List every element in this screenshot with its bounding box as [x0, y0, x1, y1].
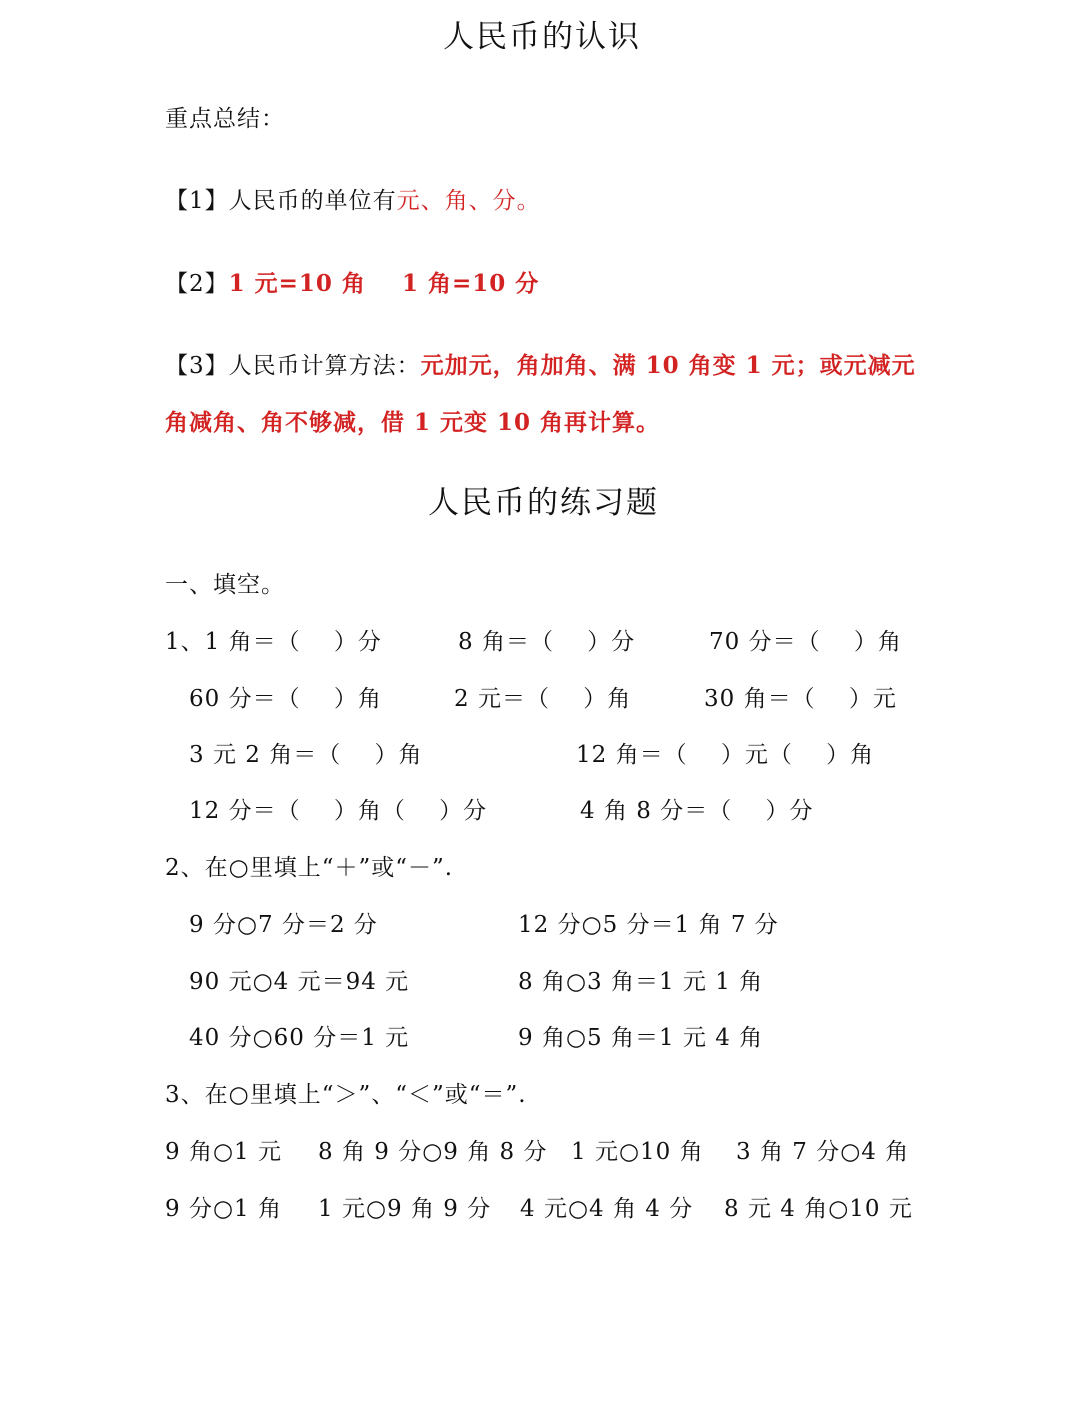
summary-point-3	[165, 354, 916, 378]
q3-row2-item3: 4 元○4 角 4 分	[520, 1196, 694, 1222]
point-3-emphasis-line1: 元加元，角加角、满 10 角变 1 元；或元减元	[420, 352, 916, 379]
q3-row2-item4: 8 元 4 角○10 元	[724, 1196, 913, 1222]
q3-row1-item4: 3 角 7 分○4 角	[736, 1139, 910, 1165]
q1-row3-item2: 12 角＝（ ）元（ ）角	[576, 742, 875, 768]
exercise-title: 人民币的练习题	[428, 485, 659, 521]
q1-row2-item2: 2 元＝（ ）角	[454, 686, 632, 712]
q1-row3-item1: 3 元 2 角＝（ ）角	[189, 742, 423, 768]
q2-prompt: 2、在○里填上“＋”或“－”.	[165, 855, 454, 881]
summary-heading: 重点总结：	[165, 106, 285, 132]
q3-row1-item3: 1 元○10 角	[571, 1139, 704, 1165]
q2-row2-item2: 8 角○3 角＝1 元 1 角	[518, 969, 764, 995]
q3-row1-item1: 9 角○1 元	[165, 1139, 282, 1165]
point-1-text: 【1】人民币的单位有	[165, 188, 397, 214]
section-1-heading: 一、填空。	[165, 572, 285, 598]
q1-row1-item3: 70 分＝（ ）角	[709, 629, 902, 655]
q1-row2-item3: 30 角＝（ ）元	[704, 686, 897, 712]
point-2-text: 【2】	[165, 271, 229, 297]
q2-row3-item1: 40 分○60 分＝1 元	[189, 1025, 410, 1051]
point-3-emphasis-line2: 角减角、角不够减，借 1 元变 10 角再计算。	[165, 409, 661, 436]
q1-row4-item1: 12 分＝（ ）角（ ）分	[189, 798, 488, 824]
q3-row2-item1: 9 分○1 角	[165, 1196, 282, 1222]
point-2-emphasis: 1 元=10 角 1 角=10 分	[228, 270, 540, 297]
point-3-text: 【3】人民币计算方法：	[165, 353, 421, 379]
q1-row4-item2: 4 角 8 分＝（ ）分	[580, 798, 814, 824]
q1-row2-item1: 60 分＝（ ）角	[189, 686, 382, 712]
q3-row2-item2: 1 元○9 角 9 分	[318, 1196, 492, 1222]
q1-row1-item1: 1、1 角＝（ ）分	[165, 629, 382, 655]
q2-row1-item1: 9 分○7 分＝2 分	[189, 912, 378, 938]
q1-row1-item2: 8 角＝（ ）分	[458, 629, 636, 655]
q2-row2-item1: 90 元○4 元＝94 元	[189, 969, 410, 995]
summary-point-1	[165, 190, 541, 213]
q3-prompt: 3、在○里填上“＞”、“＜”或“＝”.	[165, 1082, 527, 1108]
q3-row1-item2: 8 角 9 分○9 角 8 分	[318, 1139, 548, 1165]
point-1-emphasis: 元、角、分。	[396, 188, 541, 214]
q2-row1-item2: 12 分○5 分＝1 角 7 分	[518, 912, 779, 938]
page-title: 人民币的认识	[443, 19, 641, 55]
q2-row3-item2: 9 角○5 角＝1 元 4 角	[518, 1025, 764, 1051]
summary-point-2	[165, 272, 539, 296]
